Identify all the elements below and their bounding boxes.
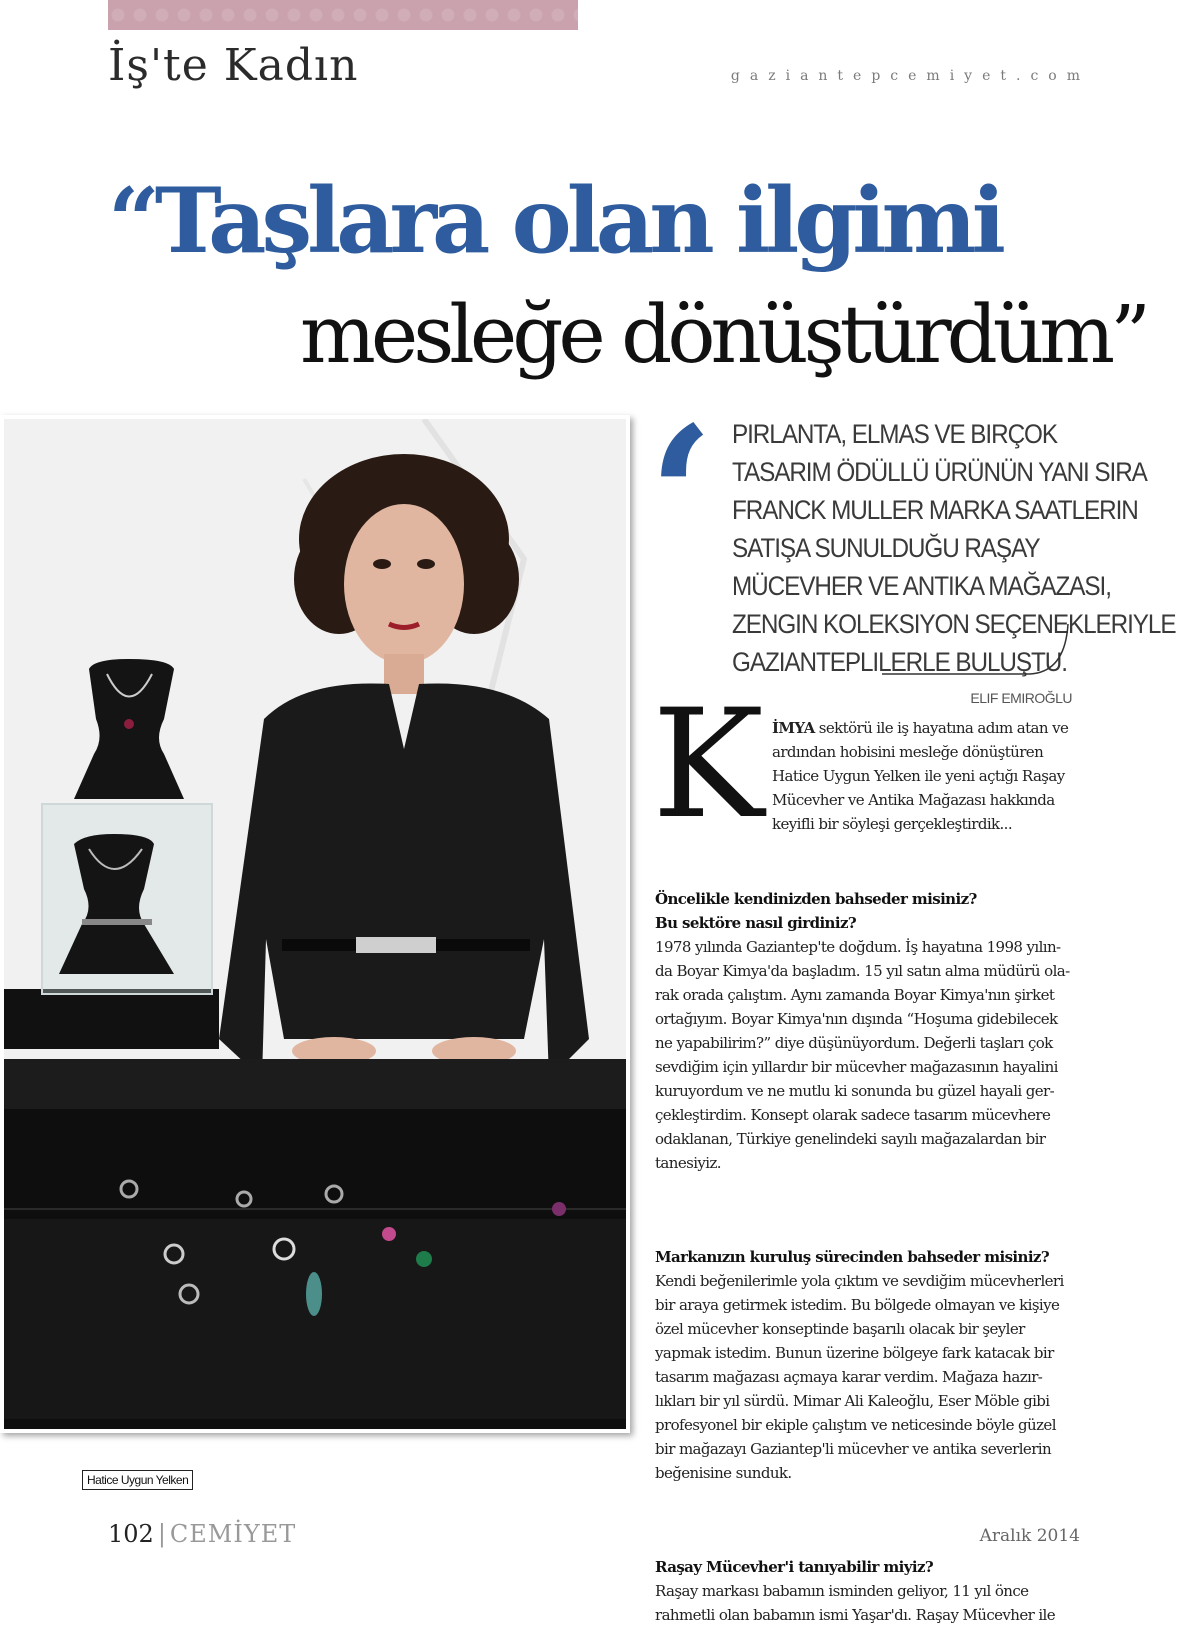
top-decorative-bar xyxy=(108,0,578,30)
photo-caption: Hatice Uygun Yelken xyxy=(82,1470,193,1490)
quote-underline-curve xyxy=(880,622,1080,678)
answer-line: beğenisine sunduk. xyxy=(655,1464,792,1482)
intro-line: keyifli bir söyleşi gerçekleştirdik... xyxy=(772,815,1013,833)
issue-date: Aralık 2014 xyxy=(979,1526,1080,1546)
pull-quote-line: SATIŞA SUNULDUĞU RAŞAY xyxy=(732,533,1040,563)
drop-cap: K xyxy=(652,678,765,852)
question-heading: Raşay Mücevher'i tanıyabilir miyiz? xyxy=(655,1558,934,1576)
intro-line: ardından hobisini mesleğe dönüştüren xyxy=(772,743,1044,761)
answer-line: lıkları bir yıl sürdü. Mimar Ali Kaleoğlu, Eser Möble gibi xyxy=(655,1392,1050,1410)
answer-line: Kendi beğenilerimle yola çıktım ve sevdiğim mücevherleri xyxy=(655,1272,1064,1290)
answer-line: özel mücevher konseptinde başarılı olacak bir şeyler xyxy=(655,1320,1025,1338)
pull-quote-line: GAZIANTEPLILERLE BULUŞTU. xyxy=(732,647,1067,677)
answer-line: profesyonel bir ekiple çalıştım ve neticesinde böyle güzel xyxy=(655,1416,1056,1434)
answer-line: da Boyar Kimya'da başladım. 15 yıl satın alma müdürü ola- xyxy=(655,962,1070,980)
pull-quote-line: PIRLANTA, ELMAS VE BIRÇOK xyxy=(732,419,1057,449)
pull-quote-line: MÜCEVHER VE ANTIKA MAĞAZASI, xyxy=(732,571,1111,601)
answer-line: tanesiyiz. xyxy=(655,1154,721,1172)
portrait-photo xyxy=(0,415,630,1433)
answer-line: rak orada çalıştım. Aynı zamanda Boyar Kimya'nın şirket xyxy=(655,986,1055,1004)
page-footer-left xyxy=(108,1520,296,1548)
section-title: İş'te Kadın xyxy=(108,40,359,91)
site-url[interactable]: gaziantepcemiyet.com xyxy=(730,68,1090,84)
answer-line: 1978 yılında Gaziantep'te doğdum. İş hayatına 1998 yılın- xyxy=(655,938,1061,956)
answer-line: Raşay markası babamın isminden geliyor, 11 yıl önce xyxy=(655,1582,1029,1600)
page-number: 102 xyxy=(108,1520,154,1548)
answer-line: kuruyordum ve ne mutlu ki sonunda bu güzel hayali ger- xyxy=(655,1082,1055,1100)
answer-line: tasarım mağazası açmaya karar verdim. Mağaza hazır- xyxy=(655,1368,1043,1386)
quote-mark-icon: ‘ xyxy=(648,385,715,608)
answer-line: ortağıyım. Boyar Kimya'nın dışında “Hoşuma gidebilecek xyxy=(655,1010,1058,1028)
intro-lead-word: İMYA xyxy=(772,719,815,737)
pull-quote-line: ZENGIN KOLEKSIYON SEÇENEKLERIYLE xyxy=(732,609,1176,639)
footer-divider: | xyxy=(157,1520,166,1548)
answer-line: yapmak istedim. Bunun üzerine bölgeye fark katacak bir xyxy=(655,1344,1054,1362)
intro-line: Hatice Uygun Yelken ile yeni açtığı Raşay xyxy=(772,767,1065,785)
question-heading: Markanızın kuruluş sürecinden bahseder misiniz? xyxy=(655,1248,1050,1266)
intro-line: sektörü ile iş hayatına adım atan ve xyxy=(814,719,1069,737)
answer-line: rahmetli olan babamın ismi Yaşar'dı. Raşay Mücevher ile xyxy=(655,1606,1056,1624)
answer-line: bir araya getirmek istedim. Bu bölgede olmayan ve kişiye xyxy=(655,1296,1060,1314)
question-heading: Bu sektöre nasıl girdiniz? xyxy=(655,914,857,932)
question-heading: Öncelikle kendinizden bahseder misiniz? xyxy=(655,890,977,908)
headline-line-2: mesleğe dönüştürdüm” xyxy=(300,288,1147,381)
headline-line-1: “Taşlara olan ilgimi xyxy=(108,168,1001,274)
pull-quote-line: TASARIM ÖDÜLLÜ ÜRÜNÜN YANI SIRA xyxy=(732,457,1147,487)
author-name: ELIF EMIROĞLU xyxy=(970,690,1072,706)
magazine-name: CEMİYET xyxy=(169,1520,297,1548)
answer-line: odaklanan, Türkiye genelindeki sayılı mağazalardan bir xyxy=(655,1130,1046,1148)
answer-line: bir mağazayı Gaziantep'li mücevher ve antika severlerin xyxy=(655,1440,1052,1458)
intro-paragraph xyxy=(772,716,1072,836)
answer-line: sevdiğim için yıllardır bir mücevher mağazasının hayalini xyxy=(655,1058,1058,1076)
answer-line: ne yapabilirim?” diye düşünüyordum. Değerli taşları çok xyxy=(655,1034,1053,1052)
intro-line: Mücevher ve Antika Mağazası hakkında xyxy=(772,791,1055,809)
answer-line: çekleştirdim. Konsept olarak sadece tasarım mücevhere xyxy=(655,1106,1051,1124)
pull-quote-line: FRANCK MULLER MARKA SAATLERIN xyxy=(732,495,1138,525)
